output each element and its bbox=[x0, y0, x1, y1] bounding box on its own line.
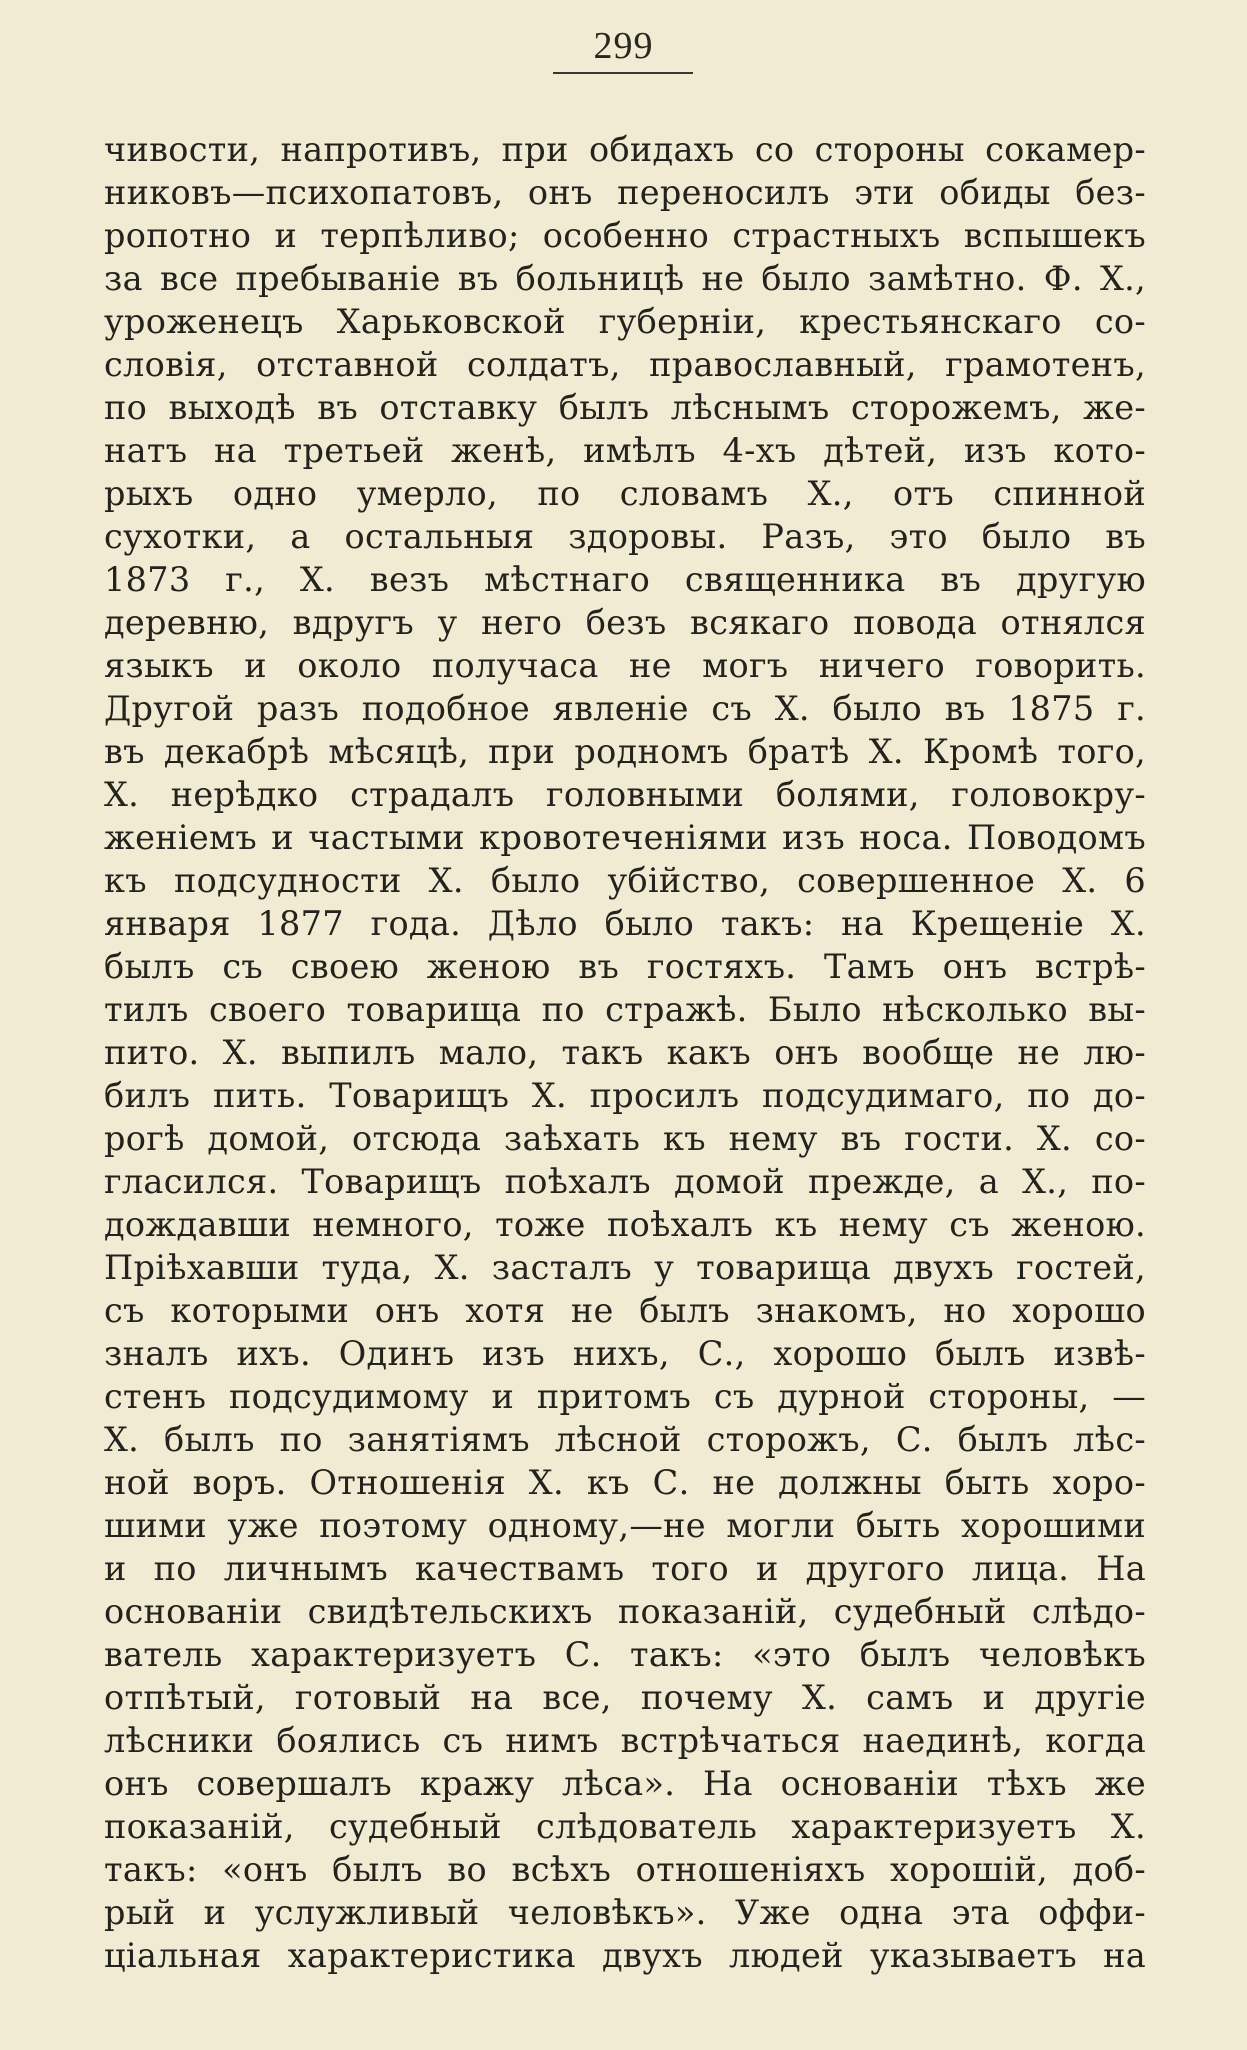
text-line: языкъ и около получаса не могъ ничего говорить. bbox=[104, 646, 1146, 685]
text-line: зналъ ихъ. Одинъ изъ нихъ, С., хорошо былъ извѣ- bbox=[104, 1334, 1146, 1373]
page-number: 299 bbox=[593, 25, 654, 67]
text-line: отпѣтый, готовый на все, почему Х. самъ и другіе bbox=[104, 1678, 1146, 1717]
page-number-rule bbox=[553, 72, 693, 74]
text-line: пито. Х. выпилъ мало, такъ какъ онъ вообще не лю- bbox=[104, 1033, 1146, 1072]
text-line: тилъ своего товарища по стражѣ. Было нѣсколько вы- bbox=[104, 990, 1146, 1029]
text-line: шими уже поэтому одному,—не могли быть хорошими bbox=[104, 1506, 1146, 1545]
text-line: стенъ подсудимому и притомъ съ дурной стороны, — bbox=[104, 1377, 1146, 1416]
text-line: уроженецъ Харьковской губерніи, крестьянскаго со- bbox=[104, 302, 1146, 341]
text-line: рогѣ домой, отсюда заѣхать къ нему въ гости. Х. со- bbox=[104, 1119, 1146, 1158]
text-line: словія, отставной солдатъ, православный, грамотенъ, bbox=[104, 345, 1146, 384]
text-line: чивости, напротивъ, при обидахъ со стороны сокамер- bbox=[104, 130, 1146, 169]
text-line: января 1877 года. Дѣло было такъ: на Крещеніе Х. bbox=[104, 904, 1146, 943]
text-line: Пріѣхавши туда, Х. засталъ у товарища двухъ гостей, bbox=[104, 1248, 1146, 1287]
text-line: лѣсники боялись съ нимъ встрѣчаться наединѣ, когда bbox=[104, 1721, 1146, 1760]
text-line: Х. нерѣдко страдалъ головными болями, головокру- bbox=[104, 775, 1146, 814]
body-text bbox=[104, 128, 1146, 1977]
text-line: рый и услужливый человѣкъ». Уже одна эта оффи- bbox=[104, 1893, 1146, 1932]
text-line: деревню, вдругъ у него безъ всякаго повода отнялся bbox=[104, 603, 1146, 642]
text-line: показаній, судебный слѣдователь характеризуетъ Х. bbox=[104, 1807, 1146, 1846]
text-line: никовъ—психопатовъ, онъ переносилъ эти обиды без- bbox=[104, 173, 1146, 212]
text-line: Х. былъ по занятіямъ лѣсной сторожъ, С. былъ лѣс- bbox=[104, 1420, 1146, 1459]
text-line: дождавши немного, тоже поѣхалъ къ нему съ женою. bbox=[104, 1205, 1146, 1244]
text-line: гласился. Товарищъ поѣхалъ домой прежде, а Х., по- bbox=[104, 1162, 1146, 1201]
text-line: женіемъ и частыми кровотеченіями изъ носа. Поводомъ bbox=[104, 818, 1146, 857]
text-line: Другой разъ подобное явленіе съ Х. было въ 1875 г. bbox=[104, 689, 1146, 728]
text-line: 1873 г., Х. везъ мѣстнаго священника въ другую bbox=[104, 560, 1146, 599]
text-line: сухотки, а остальныя здоровы. Разъ, это было въ bbox=[104, 517, 1146, 556]
text-line: былъ съ своею женою въ гостяхъ. Тамъ онъ встрѣ- bbox=[104, 947, 1146, 986]
text-line: за все пребываніе въ больницѣ не было замѣтно. Ф. Х., bbox=[104, 259, 1146, 298]
text-line: по выходѣ въ отставку былъ лѣснымъ сторожемъ, же- bbox=[104, 388, 1146, 427]
text-line: основаніи свидѣтельскихъ показаній, судебный слѣдо- bbox=[104, 1592, 1146, 1631]
text-line: съ которыми онъ хотя не былъ знакомъ, но хорошо bbox=[104, 1291, 1146, 1330]
text-line: ропотно и терпѣливо; особенно страстныхъ вспышекъ bbox=[104, 216, 1146, 255]
text-line: въ декабрѣ мѣсяцѣ, при родномъ братѣ Х. Кромѣ того, bbox=[104, 732, 1146, 771]
text-line: ватель характеризуетъ С. такъ: «это былъ человѣкъ bbox=[104, 1635, 1146, 1674]
text-line: онъ совершалъ кражу лѣса». На основаніи тѣхъ же bbox=[104, 1764, 1146, 1803]
text-line: и по личнымъ качествамъ того и другого лица. На bbox=[104, 1549, 1146, 1588]
text-line: ной воръ. Отношенія Х. къ С. не должны быть хоро- bbox=[104, 1463, 1146, 1502]
text-line: ціальная характеристика двухъ людей указываетъ на bbox=[104, 1936, 1146, 1975]
text-line: такъ: «онъ былъ во всѣхъ отношеніяхъ хорошій, доб- bbox=[104, 1850, 1146, 1889]
text-line: натъ на третьей женѣ, имѣлъ 4-хъ дѣтей, изъ кото- bbox=[104, 431, 1146, 470]
text-line: рыхъ одно умерло, по словамъ Х., отъ спинной bbox=[104, 474, 1146, 513]
text-line: билъ пить. Товарищъ Х. просилъ подсудимаго, по до- bbox=[104, 1076, 1146, 1115]
text-line: къ подсудности Х. было убійство, совершенное Х. 6 bbox=[104, 861, 1146, 900]
